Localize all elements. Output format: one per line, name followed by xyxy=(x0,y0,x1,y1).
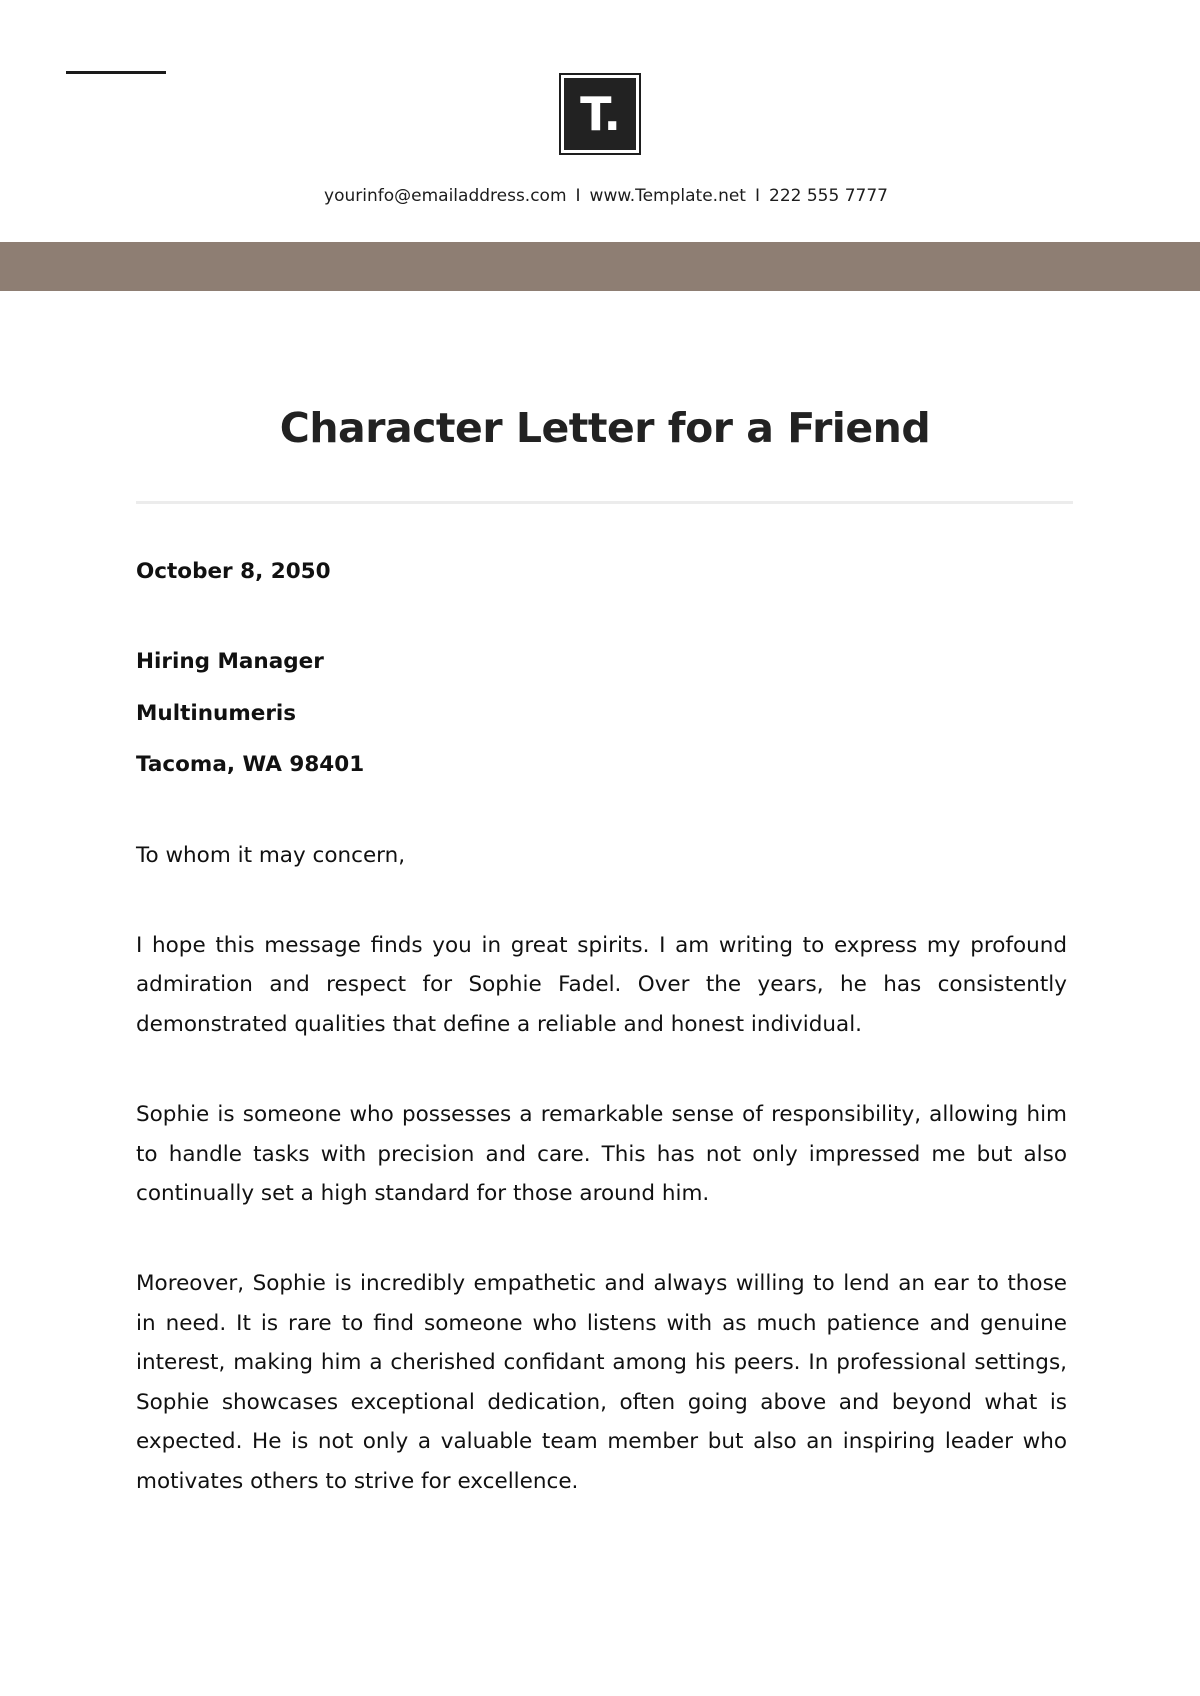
letter-paragraph: Sophie is someone who possesses a remarkable sense of responsibility, allowing him to handle tasks with precision and care. This has not only impressed me but also continually set a high standard for those around him. xyxy=(136,1102,1067,1207)
letter-body xyxy=(136,552,1067,1552)
recipient-company: Multinumeris xyxy=(136,700,297,726)
contact-info-line xyxy=(0,186,1200,206)
letter-date: October 8, 2050 xyxy=(136,559,331,584)
company-logo xyxy=(559,73,641,155)
contact-separator: I xyxy=(575,186,581,206)
logo-mark: T. xyxy=(564,78,636,150)
header-color-band xyxy=(0,242,1200,291)
contact-phone: 222 555 7777 xyxy=(769,186,888,206)
recipient-address: Tacoma, WA 98401 xyxy=(136,752,365,778)
document-title: Character Letter for a Friend xyxy=(279,404,931,452)
letter-paragraph: I hope this message finds you in great spirits. I am writing to express my profound admiration and respect for Sophie Fadel. Over the years, he has consistently demonstrated qualities that define a reliable and honest individual. xyxy=(136,933,1067,1037)
title-divider xyxy=(136,501,1073,504)
recipient-name: Hiring Manager xyxy=(136,649,324,675)
contact-email: yourinfo@emailaddress.com xyxy=(324,186,567,206)
header-accent-rule xyxy=(66,71,166,74)
contact-website: www.Template.net xyxy=(589,186,746,206)
contact-separator: I xyxy=(754,186,760,206)
letter-salutation: To whom it may concern, xyxy=(136,842,406,868)
letter-paragraph: Moreover, Sophie is incredibly empathetic and always willing to lend an ear to those in need. It is rare to find someone who listens with as much patience and genuine interest, making him a cherished confidant among his peers. In professional settings, Sophie showcases exceptional dedication, often going above and beyond what is expected. He is not only a valuable team member but also an inspiring leader who motivates others to strive for excellence. xyxy=(136,1271,1067,1494)
